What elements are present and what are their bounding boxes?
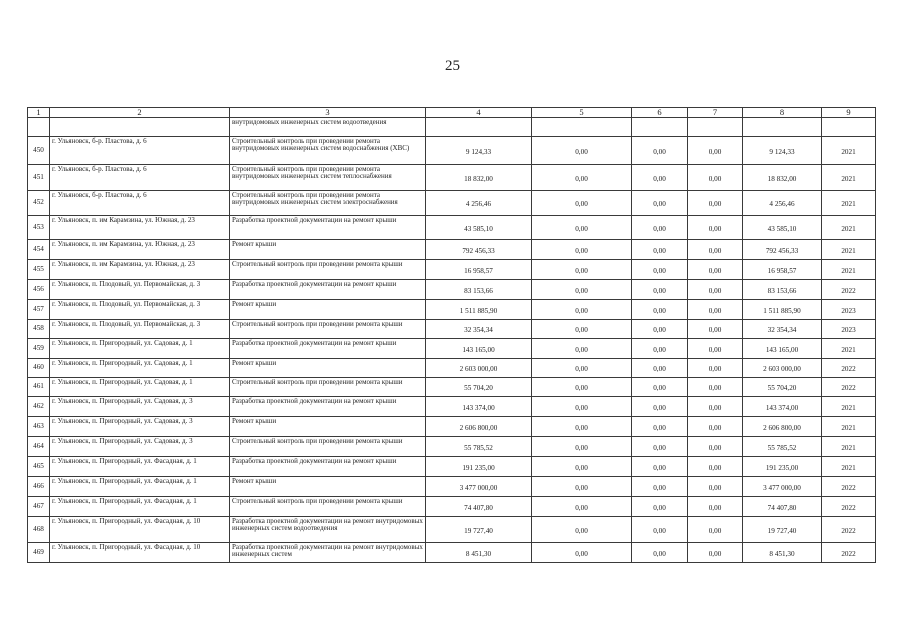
cost-col5-cell: 0,00 bbox=[532, 397, 632, 417]
year-cell: 2021 bbox=[822, 216, 876, 240]
table-body bbox=[28, 118, 876, 563]
table-row bbox=[28, 359, 876, 378]
cost-col7-cell: 0,00 bbox=[688, 137, 743, 165]
cost-col6-cell: 0,00 bbox=[632, 137, 688, 165]
total-cost-cell: 55 785,52 bbox=[426, 437, 532, 457]
row-number-cell: 463 bbox=[28, 417, 50, 437]
address-cell: г. Ульяновск, п. им Карамзина, ул. Южная, д. 23 bbox=[50, 260, 230, 280]
cost-col5-cell: 0,00 bbox=[532, 320, 632, 339]
cost-col7-cell: 0,00 bbox=[688, 417, 743, 437]
address-cell: г. Ульяновск, п. Пригородный, ул. Садовая, д. 1 bbox=[50, 359, 230, 378]
work-type-cell: внутридомовых инженерных систем водоотведения bbox=[230, 118, 426, 137]
cost-col7-cell: 0,00 bbox=[688, 477, 743, 497]
work-type-cell: Разработка проектной документации на ремонт крыши bbox=[230, 280, 426, 300]
table-row bbox=[28, 477, 876, 497]
cost-col8-cell: 55 704,20 bbox=[743, 378, 822, 397]
year-cell: 2022 bbox=[822, 280, 876, 300]
page-number: 25 bbox=[445, 58, 460, 74]
cost-col6-cell: 0,00 bbox=[632, 417, 688, 437]
work-type-cell: Строительный контроль при проведении ремонта крыши bbox=[230, 497, 426, 517]
row-number-cell: 460 bbox=[28, 359, 50, 378]
total-cost-cell: 143 165,00 bbox=[426, 339, 532, 359]
work-type-cell: Строительный контроль при проведении ремонта внутридомовых инженерных систем теплоснабжения bbox=[230, 165, 426, 191]
total-cost-cell: 43 585,10 bbox=[426, 216, 532, 240]
year-cell: 2021 bbox=[822, 437, 876, 457]
cost-col8-cell: 143 165,00 bbox=[743, 339, 822, 359]
cost-col5-cell: 0,00 bbox=[532, 260, 632, 280]
cost-col8-cell: 191 235,00 bbox=[743, 457, 822, 477]
cost-col8-cell: 4 256,46 bbox=[743, 191, 822, 216]
cost-col7-cell: 0,00 bbox=[688, 437, 743, 457]
total-cost-cell: 32 354,34 bbox=[426, 320, 532, 339]
work-type-cell: Ремонт крыши bbox=[230, 300, 426, 320]
total-cost-cell: 19 727,40 bbox=[426, 517, 532, 543]
work-type-cell: Разработка проектной документации на ремонт крыши bbox=[230, 457, 426, 477]
address-cell: г. Ульяновск, п. Пригородный, ул. Садовая, д. 1 bbox=[50, 339, 230, 359]
address-cell: г. Ульяновск, п. Пригородный, ул. Фасадная, д. 1 bbox=[50, 477, 230, 497]
register-table bbox=[27, 107, 876, 563]
work-type-cell: Строительный контроль при проведении ремонта внутридомовых инженерных систем электроснабжения bbox=[230, 191, 426, 216]
cost-col8-cell bbox=[743, 118, 822, 137]
row-number-cell: 467 bbox=[28, 497, 50, 517]
cost-col6-cell: 0,00 bbox=[632, 216, 688, 240]
cost-col5-cell: 0,00 bbox=[532, 359, 632, 378]
cost-col5-cell: 0,00 bbox=[532, 517, 632, 543]
cost-col5-cell: 0,00 bbox=[532, 216, 632, 240]
column-header-1: 1 bbox=[28, 108, 50, 118]
table-row bbox=[28, 300, 876, 320]
year-cell: 2022 bbox=[822, 497, 876, 517]
cost-col6-cell bbox=[632, 118, 688, 137]
cost-col7-cell: 0,00 bbox=[688, 280, 743, 300]
total-cost-cell: 55 704,20 bbox=[426, 378, 532, 397]
cost-col5-cell: 0,00 bbox=[532, 417, 632, 437]
table-row bbox=[28, 339, 876, 359]
year-cell: 2021 bbox=[822, 137, 876, 165]
cost-col5-cell: 0,00 bbox=[532, 165, 632, 191]
cost-col6-cell: 0,00 bbox=[632, 260, 688, 280]
row-number-cell: 456 bbox=[28, 280, 50, 300]
cost-col6-cell: 0,00 bbox=[632, 320, 688, 339]
cost-col8-cell: 143 374,00 bbox=[743, 397, 822, 417]
column-header-5: 5 bbox=[532, 108, 632, 118]
cost-col8-cell: 9 124,33 bbox=[743, 137, 822, 165]
year-cell: 2021 bbox=[822, 417, 876, 437]
column-header-6: 6 bbox=[632, 108, 688, 118]
cost-col7-cell: 0,00 bbox=[688, 320, 743, 339]
cost-col5-cell: 0,00 bbox=[532, 378, 632, 397]
total-cost-cell: 83 153,66 bbox=[426, 280, 532, 300]
total-cost-cell bbox=[426, 118, 532, 137]
work-type-cell: Разработка проектной документации на ремонт внутридомовых инженерных систем водоотведения bbox=[230, 517, 426, 543]
total-cost-cell: 74 407,80 bbox=[426, 497, 532, 517]
cost-col6-cell: 0,00 bbox=[632, 457, 688, 477]
total-cost-cell: 4 256,46 bbox=[426, 191, 532, 216]
year-cell: 2021 bbox=[822, 397, 876, 417]
cost-col5-cell: 0,00 bbox=[532, 240, 632, 260]
cost-col5-cell: 0,00 bbox=[532, 543, 632, 563]
row-number-cell: 450 bbox=[28, 137, 50, 165]
address-cell: г. Ульяновск, п. Пригородный, ул. Фасадная, д. 1 bbox=[50, 457, 230, 477]
table-row bbox=[28, 397, 876, 417]
cost-col7-cell: 0,00 bbox=[688, 359, 743, 378]
cost-col5-cell: 0,00 bbox=[532, 280, 632, 300]
work-type-cell: Разработка проектной документации на ремонт внутридомовых инженерных систем bbox=[230, 543, 426, 563]
total-cost-cell: 8 451,30 bbox=[426, 543, 532, 563]
address-cell: г. Ульяновск, п. им Карамзина, ул. Южная, д. 23 bbox=[50, 216, 230, 240]
table-row bbox=[28, 437, 876, 457]
year-cell: 2022 bbox=[822, 517, 876, 543]
row-number-cell: 452 bbox=[28, 191, 50, 216]
total-cost-cell: 9 124,33 bbox=[426, 137, 532, 165]
cost-col8-cell: 74 407,80 bbox=[743, 497, 822, 517]
total-cost-cell: 2 603 000,00 bbox=[426, 359, 532, 378]
cost-col6-cell: 0,00 bbox=[632, 280, 688, 300]
row-number-cell: 462 bbox=[28, 397, 50, 417]
cost-col8-cell: 1 511 885,90 bbox=[743, 300, 822, 320]
cost-col6-cell: 0,00 bbox=[632, 359, 688, 378]
address-cell: г. Ульяновск, п. Пригородный, ул. Фасадная, д. 10 bbox=[50, 517, 230, 543]
cost-col6-cell: 0,00 bbox=[632, 378, 688, 397]
cost-col8-cell: 2 606 800,00 bbox=[743, 417, 822, 437]
cost-col5-cell: 0,00 bbox=[532, 339, 632, 359]
row-number-cell: 459 bbox=[28, 339, 50, 359]
table-row bbox=[28, 320, 876, 339]
work-type-cell: Ремонт крыши bbox=[230, 477, 426, 497]
cost-col6-cell: 0,00 bbox=[632, 240, 688, 260]
cost-col8-cell: 2 603 000,00 bbox=[743, 359, 822, 378]
cost-col8-cell: 32 354,34 bbox=[743, 320, 822, 339]
cost-col6-cell: 0,00 bbox=[632, 165, 688, 191]
cost-col5-cell: 0,00 bbox=[532, 497, 632, 517]
cost-col7-cell: 0,00 bbox=[688, 216, 743, 240]
cost-col5-cell: 0,00 bbox=[532, 457, 632, 477]
cost-col6-cell: 0,00 bbox=[632, 517, 688, 543]
total-cost-cell: 792 456,33 bbox=[426, 240, 532, 260]
address-cell: г. Ульяновск, п. Пригородный, ул. Садовая, д. 1 bbox=[50, 378, 230, 397]
address-cell bbox=[50, 118, 230, 137]
address-cell: г. Ульяновск, п. им Карамзина, ул. Южная, д. 23 bbox=[50, 240, 230, 260]
row-number-cell: 464 bbox=[28, 437, 50, 457]
row-number-cell: 453 bbox=[28, 216, 50, 240]
cost-col5-cell: 0,00 bbox=[532, 137, 632, 165]
cost-col7-cell: 0,00 bbox=[688, 165, 743, 191]
cost-col7-cell: 0,00 bbox=[688, 240, 743, 260]
table-row bbox=[28, 497, 876, 517]
table-row bbox=[28, 378, 876, 397]
table-row bbox=[28, 216, 876, 240]
work-type-cell: Ремонт крыши bbox=[230, 240, 426, 260]
row-number-cell: 457 bbox=[28, 300, 50, 320]
year-cell bbox=[822, 118, 876, 137]
year-cell: 2021 bbox=[822, 260, 876, 280]
address-cell: г. Ульяновск, п. Пригородный, ул. Садовая, д. 3 bbox=[50, 417, 230, 437]
address-cell: г. Ульяновск, п. Плодовый, ул. Первомайская, д. 3 bbox=[50, 300, 230, 320]
year-cell: 2021 bbox=[822, 339, 876, 359]
row-number-cell: 461 bbox=[28, 378, 50, 397]
work-type-cell: Ремонт крыши bbox=[230, 417, 426, 437]
work-type-cell: Строительный контроль при проведении ремонта внутридомовых инженерных систем водоснабжения (ХВС) bbox=[230, 137, 426, 165]
header-row bbox=[28, 108, 876, 118]
work-type-cell: Строительный контроль при проведении ремонта крыши bbox=[230, 378, 426, 397]
row-number-cell: 468 bbox=[28, 517, 50, 543]
cost-col5-cell: 0,00 bbox=[532, 477, 632, 497]
total-cost-cell: 143 374,00 bbox=[426, 397, 532, 417]
address-cell: г. Ульяновск, б-р. Пластова, д. 6 bbox=[50, 191, 230, 216]
cost-col5-cell: 0,00 bbox=[532, 437, 632, 457]
cost-col8-cell: 3 477 000,00 bbox=[743, 477, 822, 497]
column-header-9: 9 bbox=[822, 108, 876, 118]
cost-col6-cell: 0,00 bbox=[632, 437, 688, 457]
row-number-cell: 454 bbox=[28, 240, 50, 260]
row-number-cell: 465 bbox=[28, 457, 50, 477]
total-cost-cell: 2 606 800,00 bbox=[426, 417, 532, 437]
table-row bbox=[28, 280, 876, 300]
row-number-cell: 455 bbox=[28, 260, 50, 280]
table-row bbox=[28, 417, 876, 437]
address-cell: г. Ульяновск, п. Пригородный, ул. Садовая, д. 3 bbox=[50, 397, 230, 417]
address-cell: г. Ульяновск, п. Плодовый, ул. Первомайская, д. 3 bbox=[50, 280, 230, 300]
cost-col6-cell: 0,00 bbox=[632, 300, 688, 320]
address-cell: г. Ульяновск, п. Пригородный, ул. Фасадная, д. 1 bbox=[50, 497, 230, 517]
column-header-4: 4 bbox=[426, 108, 532, 118]
table-row bbox=[28, 191, 876, 216]
column-header-8: 8 bbox=[743, 108, 822, 118]
cost-col7-cell: 0,00 bbox=[688, 378, 743, 397]
table-row bbox=[28, 457, 876, 477]
cost-col7-cell: 0,00 bbox=[688, 397, 743, 417]
year-cell: 2023 bbox=[822, 320, 876, 339]
cost-col6-cell: 0,00 bbox=[632, 497, 688, 517]
address-cell: г. Ульяновск, п. Плодовый, ул. Первомайская, д. 3 bbox=[50, 320, 230, 339]
table-row bbox=[28, 517, 876, 543]
cost-col7-cell: 0,00 bbox=[688, 300, 743, 320]
cost-col5-cell: 0,00 bbox=[532, 191, 632, 216]
cost-col6-cell: 0,00 bbox=[632, 543, 688, 563]
cost-col8-cell: 55 785,52 bbox=[743, 437, 822, 457]
year-cell: 2022 bbox=[822, 378, 876, 397]
work-type-cell: Ремонт крыши bbox=[230, 359, 426, 378]
cost-col8-cell: 16 958,57 bbox=[743, 260, 822, 280]
row-number-cell: 451 bbox=[28, 165, 50, 191]
row-number-cell bbox=[28, 118, 50, 137]
column-header-2: 2 bbox=[50, 108, 230, 118]
work-type-cell: Строительный контроль при проведении ремонта крыши bbox=[230, 320, 426, 339]
work-type-cell: Разработка проектной документации на ремонт крыши bbox=[230, 339, 426, 359]
year-cell: 2022 bbox=[822, 359, 876, 378]
year-cell: 2021 bbox=[822, 165, 876, 191]
year-cell: 2022 bbox=[822, 477, 876, 497]
cost-col7-cell: 0,00 bbox=[688, 517, 743, 543]
row-number-cell: 469 bbox=[28, 543, 50, 563]
table-row bbox=[28, 543, 876, 563]
cost-col5-cell: 0,00 bbox=[532, 300, 632, 320]
total-cost-cell: 18 832,00 bbox=[426, 165, 532, 191]
year-cell: 2021 bbox=[822, 457, 876, 477]
cost-col7-cell bbox=[688, 118, 743, 137]
row-number-cell: 466 bbox=[28, 477, 50, 497]
address-cell: г. Ульяновск, п. Пригородный, ул. Фасадная, д. 10 bbox=[50, 543, 230, 563]
address-cell: г. Ульяновск, б-р. Пластова, д. 6 bbox=[50, 165, 230, 191]
cost-col7-cell: 0,00 bbox=[688, 457, 743, 477]
cost-col7-cell: 0,00 bbox=[688, 543, 743, 563]
cost-col6-cell: 0,00 bbox=[632, 477, 688, 497]
column-header-3: 3 bbox=[230, 108, 426, 118]
cost-col8-cell: 43 585,10 bbox=[743, 216, 822, 240]
work-type-cell: Разработка проектной документации на ремонт крыши bbox=[230, 216, 426, 240]
work-type-cell: Разработка проектной документации на ремонт крыши bbox=[230, 397, 426, 417]
cost-col8-cell: 8 451,30 bbox=[743, 543, 822, 563]
total-cost-cell: 3 477 000,00 bbox=[426, 477, 532, 497]
total-cost-cell: 1 511 885,90 bbox=[426, 300, 532, 320]
column-header-7: 7 bbox=[688, 108, 743, 118]
cost-col7-cell: 0,00 bbox=[688, 191, 743, 216]
cost-col6-cell: 0,00 bbox=[632, 397, 688, 417]
year-cell: 2021 bbox=[822, 191, 876, 216]
cost-col6-cell: 0,00 bbox=[632, 191, 688, 216]
cost-col5-cell bbox=[532, 118, 632, 137]
cost-col8-cell: 792 456,33 bbox=[743, 240, 822, 260]
total-cost-cell: 191 235,00 bbox=[426, 457, 532, 477]
work-type-cell: Строительный контроль при проведении ремонта крыши bbox=[230, 437, 426, 457]
total-cost-cell: 16 958,57 bbox=[426, 260, 532, 280]
work-type-cell: Строительный контроль при проведении ремонта крыши bbox=[230, 260, 426, 280]
continuation-row bbox=[28, 118, 876, 137]
cost-col8-cell: 19 727,40 bbox=[743, 517, 822, 543]
table-row bbox=[28, 137, 876, 165]
year-cell: 2021 bbox=[822, 240, 876, 260]
year-cell: 2022 bbox=[822, 543, 876, 563]
cost-col7-cell: 0,00 bbox=[688, 260, 743, 280]
cost-col7-cell: 0,00 bbox=[688, 339, 743, 359]
address-cell: г. Ульяновск, б-р. Пластова, д. 6 bbox=[50, 137, 230, 165]
row-number-cell: 458 bbox=[28, 320, 50, 339]
table-row bbox=[28, 165, 876, 191]
table-row bbox=[28, 260, 876, 280]
year-cell: 2023 bbox=[822, 300, 876, 320]
cost-col6-cell: 0,00 bbox=[632, 339, 688, 359]
cost-col8-cell: 18 832,00 bbox=[743, 165, 822, 191]
cost-col8-cell: 83 153,66 bbox=[743, 280, 822, 300]
cost-col7-cell: 0,00 bbox=[688, 497, 743, 517]
table-row bbox=[28, 240, 876, 260]
address-cell: г. Ульяновск, п. Пригородный, ул. Садовая, д. 3 bbox=[50, 437, 230, 457]
